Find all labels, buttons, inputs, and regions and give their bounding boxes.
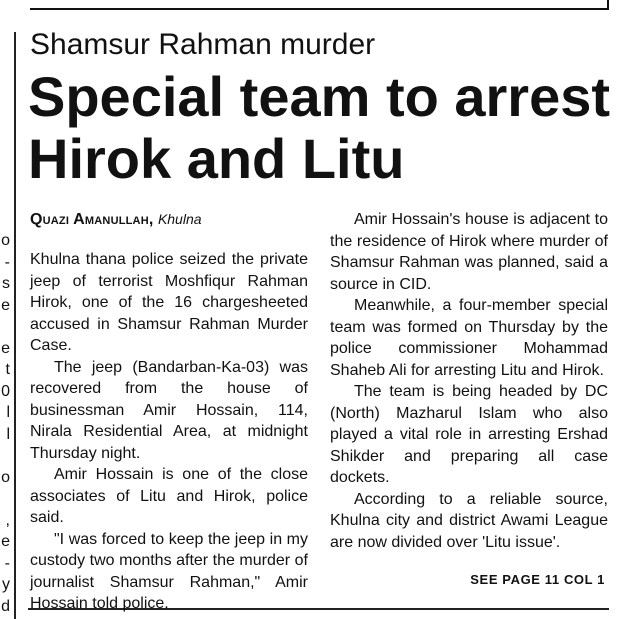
adjacent-text-fragment: - xyxy=(4,253,10,271)
adjacent-text-fragment: e xyxy=(1,533,10,550)
continuation-jump-link[interactable]: SEE PAGE 11 COL 1 xyxy=(470,572,605,587)
adjacent-text-fragment: l xyxy=(6,404,10,421)
paragraph: Meanwhile, a four-member special team was formed on Thursday by the police commissioner Mohammad Shaheb Ali for arresting Litu and Hirok. xyxy=(330,297,608,379)
adjacent-text-fragment xyxy=(0,445,10,467)
adjacent-text-fragment xyxy=(0,488,10,510)
adjacent-text-fragment: o xyxy=(1,468,10,486)
byline-location: Khulna xyxy=(157,211,202,227)
column-divider-rule xyxy=(14,32,16,619)
adjacent-text-fragment: s xyxy=(2,275,10,292)
adjacent-text-fragment: d xyxy=(1,597,10,615)
article-headline: Special team to arrest Hirok and Litu xyxy=(28,65,611,190)
adjacent-text-fragment: - xyxy=(4,554,10,572)
paragraph: Khulna thana police seized the private jeep of terrorist Moshfiqur Rahman Hirok, one of the 16 chargesheeted accused in Shamsur Rahman Murder Case. xyxy=(30,251,308,354)
paragraph: The jeep (Bandarban-Ka-03) was recovered from the house of businessman Amir Hossain, 114, Nirala Residential Area, at midnight Thursday night. xyxy=(30,358,308,462)
adjacent-text-fragment: y xyxy=(2,576,10,593)
article-column-1 xyxy=(30,249,308,615)
byline-author: Quazi Amanullah, xyxy=(30,211,154,228)
paragraph: Amir Hossain is one of the close associates of Litu and Hirok, police said. xyxy=(30,466,308,526)
adjacent-text-fragment: e xyxy=(1,339,10,357)
adjacent-text-fragment xyxy=(0,316,10,338)
adjacent-text-fragment: o xyxy=(1,232,10,249)
adjacent-text-fragment: , xyxy=(5,511,10,529)
paragraph: Amir Hossain's house is adjacent to the residence of Hirok where murder of Shamsur Rahman was planned, said a source in CID. xyxy=(330,211,608,293)
adjacent-column-fragments xyxy=(0,230,10,617)
byline xyxy=(30,211,202,229)
paragraph: "I was forced to keep the jeep in my custody two months after the murder of journalist Shamsur Rahman," Amir Hossain told police. xyxy=(30,530,308,612)
article-kicker: Shamsur Rahman murder xyxy=(30,28,376,61)
adjacent-text-fragment: t xyxy=(5,361,10,378)
adjacent-text-fragment: 0 xyxy=(1,382,10,400)
top-border-rule xyxy=(30,0,609,10)
paragraph: The team is being headed by DC (North) Mazharul Islam who also played a vital role in arresting Ershad Shikder and preparing all case dockets. xyxy=(330,383,608,486)
adjacent-text-fragment: l xyxy=(6,425,10,443)
article-column-2 xyxy=(330,209,608,553)
paragraph: According to a reliable source, Khulna city and district Awami League are now divided over 'Litu issue'. xyxy=(330,490,608,551)
adjacent-text-fragment: e xyxy=(1,296,10,314)
